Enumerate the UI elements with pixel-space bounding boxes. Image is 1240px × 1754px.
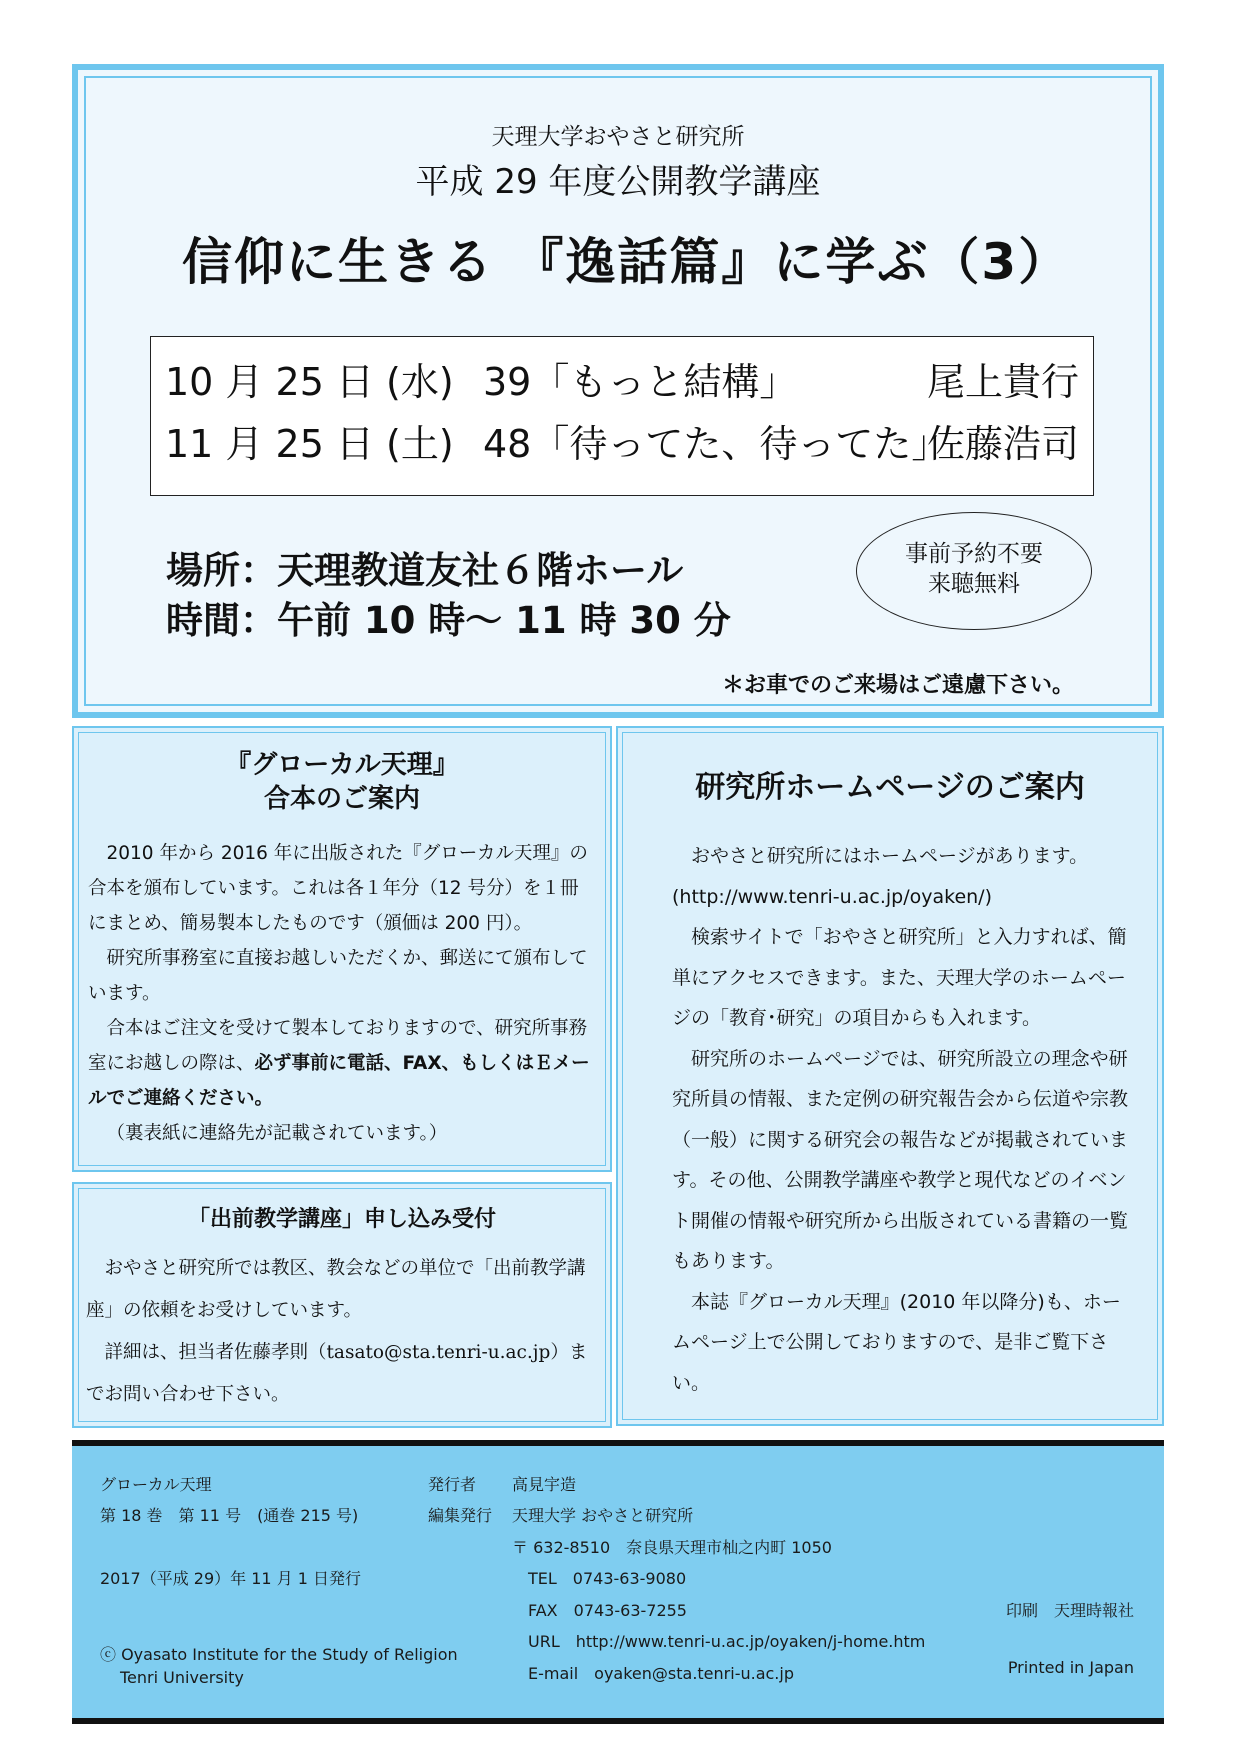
homepage-paragraph: 本誌『グローカル天理』(2010 年以降分)も、ホームページ上で公開しておりますので、是非ご覧下さい。: [672, 1290, 1121, 1394]
schedule-date: 11 月 25 日 (土): [165, 422, 454, 466]
publisher-label: 発行者: [428, 1475, 477, 1494]
copyright-line: Tenri University: [120, 1668, 244, 1687]
main-title: 信仰に生きる 『逸話篇』に学ぶ（3）: [182, 233, 1071, 291]
colophon-footer: [72, 1440, 1164, 1724]
editor-name: 天理大学 おやさと研究所: [512, 1506, 694, 1525]
glocal-paragraph: [88, 1011, 592, 1116]
editor-label: 編集発行: [428, 1506, 493, 1525]
website-url[interactable]: URL http://www.tenri-u.ac.jp/oyaken/j-home.htm: [528, 1632, 926, 1651]
homepage-url-link[interactable]: (http://www.tenri-u.ac.jp/oyaken/): [672, 885, 992, 908]
schedule-date: 10 月 25 日 (水): [165, 360, 454, 404]
reservation-badge: [856, 512, 1092, 630]
glocal-paragraph: 研究所事務室に直接お越しいただくか、郵送にて頒布しています。: [88, 948, 588, 1004]
reservation-text: 事前予約不要: [905, 541, 1043, 567]
publisher-name: 高見宇造: [512, 1475, 577, 1494]
lecture-series-title: 平成 29 年度公開教学講座: [415, 162, 821, 202]
schedule-topic: 48「待ってた、待ってた」: [483, 422, 950, 466]
copyright-line: ⓒ Oyasato Institute for the Study of Religion: [100, 1645, 458, 1664]
glocal-text: 合本はご注文を受けて製本しておりますので、研究所事務室にお越しの際は、: [88, 1018, 588, 1074]
homepage-title: 研究所ホームページのご案内: [695, 770, 1085, 805]
parking-note: ＊お車でのご来場はご遠慮下さい。: [721, 673, 1074, 698]
outreach-lecture-box: [72, 1182, 612, 1428]
schedule-table: [150, 336, 1094, 496]
schedule-speaker: 尾上貴行: [926, 360, 1079, 404]
lecture-paragraph: 詳細は、担当者佐藤孝則（tasato@sta.tenri-u.ac.jp）までお問い合わせ下さい。: [86, 1342, 588, 1405]
outreach-lecture-body: [86, 1248, 594, 1416]
homepage-body: [672, 836, 1132, 1403]
phone-number: TEL 0743-63-9080: [528, 1569, 687, 1588]
admission-text: 来聴無料: [928, 571, 1020, 597]
glocal-title: [74, 748, 610, 816]
glocal-paragraph: （裏表紙に連絡先が記載されています。）: [106, 1123, 448, 1144]
homepage-paragraph: 検索サイトで「おやさと研究所」と入力すれば、簡単にアクセスできます。また、天理大学のホームページの「教育･研究」の項目からも入れます。: [672, 926, 1127, 1029]
homepage-paragraph: 研究所のホームページでは、研究所設立の理念や研究所員の情報、また定例の研究報告会から伝道や宗教（一般）に関する研究会の報告などが掲載されています。その他、公開教学講座や教学と現代などのイベント開催の情報や研究所から出版されている書籍の一覧もあります。: [672, 1047, 1129, 1272]
schedule-row: [165, 413, 1079, 473]
printer-info: 印刷 天理時報社: [1005, 1601, 1134, 1620]
email-address[interactable]: E-mail oyaken@sta.tenri-u.ac.jp: [528, 1664, 794, 1683]
glocal-emphasis: 必ず事前に電話、FAX、もしくはＥメールでご連絡ください。: [88, 1053, 590, 1109]
journal-name: グローカル天理: [100, 1475, 212, 1494]
glocal-compilation-box: [72, 726, 612, 1172]
announcement-inner-border: [84, 76, 1152, 706]
lecture-announcement-box: [72, 64, 1164, 718]
printed-in: Printed in Japan: [1007, 1658, 1134, 1677]
glocal-title-line: 『グローカル天理』: [225, 750, 459, 780]
homepage-info-box: [616, 726, 1164, 1426]
lecture-paragraph: おやさと研究所では教区、教会などの単位で「出前教学講座」の依頼をお受けしています。: [86, 1258, 586, 1321]
outreach-lecture-title: 「出前教学講座」申し込み受付: [187, 1207, 496, 1232]
schedule-row: [165, 351, 1079, 411]
glocal-title-line: 合本のご案内: [263, 784, 420, 814]
fax-number: FAX 0743-63-7255: [528, 1601, 687, 1620]
glocal-body: [88, 836, 592, 1151]
homepage-paragraph: おやさと研究所にはホームページがあります。: [691, 845, 1089, 867]
venue-line: 場所：天理教道友社６階ホール: [166, 549, 684, 592]
volume-info: 第 18 巻 第 11 号 (通巻 215 号): [100, 1506, 359, 1525]
organizer-name: 天理大学おやさと研究所: [491, 124, 745, 150]
glocal-paragraph: 2010 年から 2016 年に出版された『グローカル天理』の合本を頒布しています。これは各１年分（12 号分）を１冊にまとめ、簡易製本したものです（頒価は 200 円）。: [88, 843, 588, 934]
issue-date: 2017（平成 29）年 11 月 1 日発行: [100, 1569, 362, 1588]
schedule-topic: 39「もっと結構」: [483, 360, 798, 404]
schedule-speaker: 佐藤浩司: [926, 422, 1079, 466]
postal-address: 〒 632-8510 奈良県天理市杣之内町 1050: [512, 1538, 832, 1557]
time-line: 時間：午前 10 時～ 11 時 30 分: [166, 599, 731, 642]
